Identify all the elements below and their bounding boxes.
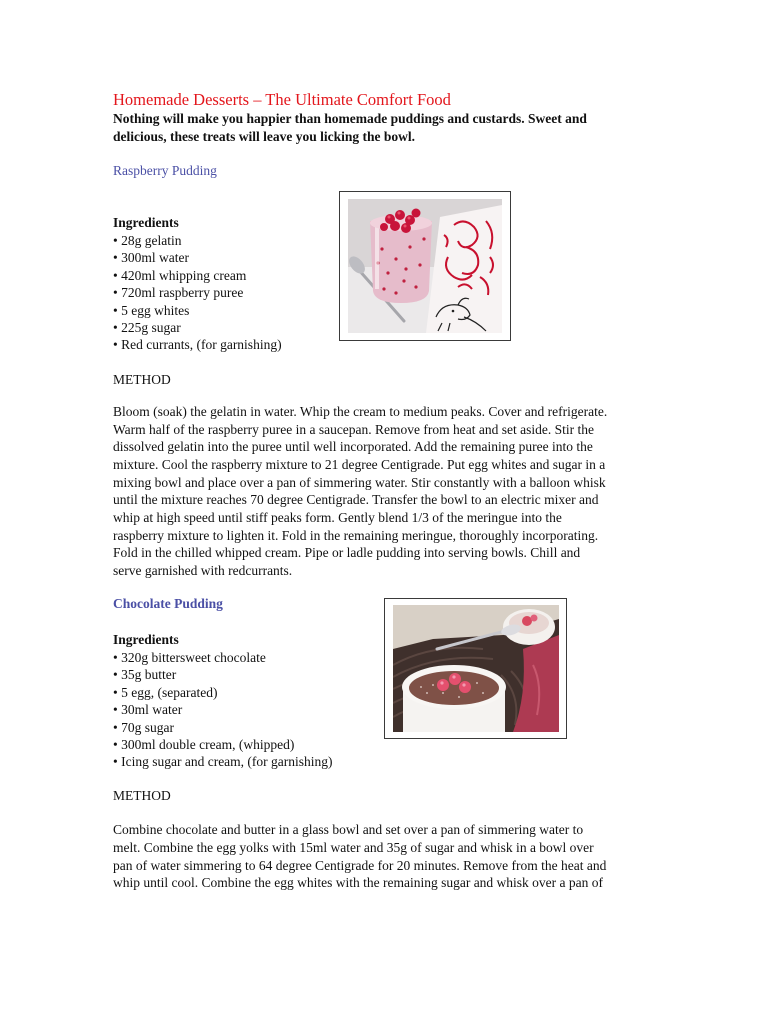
chocolate-pudding-photo bbox=[384, 598, 567, 739]
recipe-title-raspberry: Raspberry Pudding bbox=[113, 163, 217, 178]
list-item: • 70g sugar bbox=[113, 719, 333, 736]
page-title: Homemade Desserts – The Ultimate Comfort Food bbox=[113, 90, 451, 109]
intro-text: Nothing will make you happier than homemade puddings and custards. Sweet and delicious, these treats will leave you licking the bowl. bbox=[113, 111, 587, 144]
list-item: • 35g butter bbox=[113, 666, 333, 683]
list-item: • 5 egg, (separated) bbox=[113, 684, 333, 701]
ingredients-section-chocolate bbox=[113, 630, 333, 771]
list-item: • 28g gelatin bbox=[113, 232, 282, 249]
list-item: • 5 egg whites bbox=[113, 302, 282, 319]
method-heading-raspberry: METHOD bbox=[113, 372, 171, 387]
method-text-raspberry: Bloom (soak) the gelatin in water. Whip the cream to medium peaks. Cover and refrigerate. Warm half of the raspberry puree in a saucepan. Remove from heat and set aside. Stir the dissolved gelatin into the puree until well incorporated. Add the remaining puree into the mixture. Cool the raspberry mixture to 21 degree Centigrade. Put egg whites and sugar in a mixing bowl and place over a pan of simmering water. Stir constantly with a balloon whisk until the mixture reaches 70 degree Centigrade. Transfer the bowl to an electric mixer and whip at high speed until stiff peaks form. Gently blend 1/3 of the meringue into the raspberry mixture to lighten it. Fold in the remaining meringue, thoroughly incorporating. Fold in the chilled whipped cream. Pipe or ladle pudding into serving bowls. Chill and serve garnished with redcurrants. bbox=[113, 404, 608, 578]
method-heading-chocolate: METHOD bbox=[113, 788, 171, 803]
list-item: • 420ml whipping cream bbox=[113, 267, 282, 284]
list-item: • 300ml water bbox=[113, 249, 282, 266]
list-item: • 720ml raspberry puree bbox=[113, 284, 282, 301]
list-item: • Icing sugar and cream, (for garnishing) bbox=[113, 753, 333, 770]
list-item: • 225g sugar bbox=[113, 319, 282, 336]
list-item: • 320g bittersweet chocolate bbox=[113, 649, 333, 666]
ingredients-list bbox=[113, 649, 333, 771]
ingredients-list bbox=[113, 232, 282, 354]
ingredients-heading: Ingredients bbox=[113, 215, 179, 230]
recipe-title-chocolate: Chocolate Pudding bbox=[113, 596, 223, 611]
ingredients-heading: Ingredients bbox=[113, 632, 179, 647]
list-item: • 30ml water bbox=[113, 701, 333, 718]
ingredients-section-raspberry bbox=[113, 213, 282, 354]
method-text-chocolate: Combine chocolate and butter in a glass bowl and set over a pan of simmering water to melt. Combine the egg yolks with 15ml water and 35g of sugar and whisk in a bowl over pan of water simmering to 64 degree Centigrade for 20 minutes. Remove from the heat and whip until cool. Combine the egg whites with the remaining sugar and whisk over a pan of bbox=[113, 822, 607, 891]
list-item: • Red currants, (for garnishing) bbox=[113, 336, 282, 353]
raspberry-pudding-photo bbox=[339, 191, 511, 341]
list-item: • 300ml double cream, (whipped) bbox=[113, 736, 333, 753]
